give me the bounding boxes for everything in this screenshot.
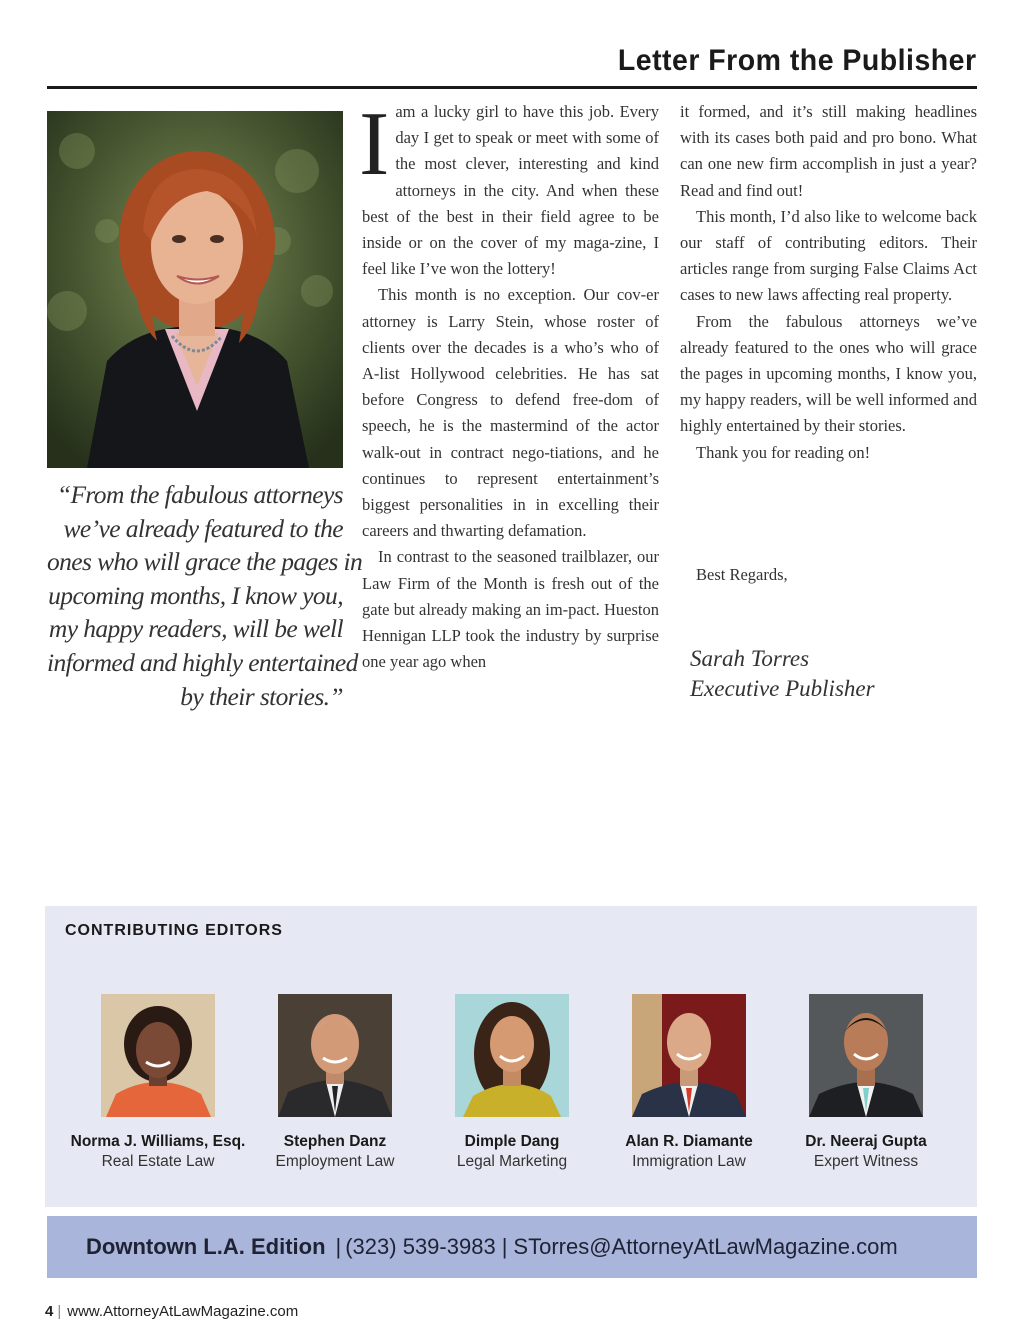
page-footer	[45, 1303, 298, 1320]
editor-card	[771, 994, 961, 1171]
pull-quote-line: ones who will grace the pages in	[47, 547, 363, 577]
editor-card	[417, 994, 607, 1171]
pull-quote-line: upcoming months, I know you,	[48, 580, 343, 610]
editor-photo	[101, 994, 215, 1117]
pull-quote-line: by their stories.”	[180, 681, 343, 711]
closing-regards: Best Regards,	[696, 565, 788, 584]
letter-paragraph: it formed, and it’s still making headlines with its cases both paid and pro bono. What can one new firm accomplish in just a year? Read and find out!	[680, 102, 977, 200]
letter-paragraph: In contrast to the seasoned trailblazer, our Law Firm of the Month is fresh out of the gate but already making an im-pact. Hueston Hennigan LLP took the industry by surprise one year ago when	[362, 547, 659, 672]
contributing-editors-panel	[45, 906, 977, 1207]
editor-name: Dr. Neeraj Gupta	[805, 1133, 927, 1150]
letter-column-2	[680, 99, 977, 466]
signature-name: Sarah Torres	[690, 646, 810, 671]
separator: |	[501, 1234, 508, 1259]
pull-quote	[47, 478, 363, 713]
letter-column-1	[359, 93, 659, 675]
editor-photo	[278, 994, 392, 1117]
header-rule	[47, 86, 977, 89]
editor-role: Employment Law	[275, 1153, 395, 1170]
editor-name: Alan R. Diamante	[625, 1133, 753, 1150]
edition-contact-bar	[47, 1216, 977, 1278]
editor-name: Stephen Danz	[283, 1133, 387, 1150]
pull-quote-line: my happy readers, will be well	[48, 614, 343, 644]
letter-paragraph: Thank you for reading on!	[696, 442, 871, 462]
editors-heading: CONTRIBUTING EDITORS	[65, 922, 283, 939]
letter-paragraph: This month is no exception. Our cov-er attorney is Larry Stein, whose roster of clients over the decades is a who’s who of A-list Hollywood celebrities. He has sat before Congress to defend free-dom of speech, he is the mastermind of the actor walk-out in contract nego-tiations, and he continues to represent entertainment’s biggest personalities in in excelling their careers and thwarting defamation.	[362, 285, 659, 541]
signature-title: Executive Publisher	[690, 676, 875, 701]
contact-email[interactable]: STorres@AttorneyAtLawMagazine.com	[513, 1234, 898, 1259]
separator: |	[57, 1303, 62, 1320]
editor-photo	[809, 994, 923, 1117]
signature-block	[690, 644, 875, 704]
page-number: 4	[45, 1303, 54, 1320]
editor-card	[594, 994, 784, 1171]
editor-name: Dimple Dang	[464, 1133, 560, 1150]
edition-name: Downtown L.A. Edition	[86, 1234, 326, 1259]
page-title: Letter From the Publisher	[618, 44, 977, 77]
editor-photo	[455, 994, 569, 1117]
editor-role: Immigration Law	[632, 1153, 746, 1170]
contact-phone[interactable]: (323) 539-3983	[345, 1234, 496, 1259]
separator: |	[335, 1234, 342, 1259]
paragraph-text: am a lucky girl to have this job. Every day I get to speak or meet with some of the most clever, interesting and kind attorneys in the city. And when these best of the best in their field agree to be inside or on the cover of my maga-zine, I feel like I’ve won the lottery!	[362, 102, 659, 279]
drop-cap: I	[359, 93, 390, 194]
editor-name: Norma J. Williams, Esq.	[70, 1133, 246, 1150]
editor-role: Real Estate Law	[101, 1153, 215, 1170]
editor-card	[63, 994, 253, 1171]
editor-role: Expert Witness	[813, 1153, 919, 1170]
editor-card	[240, 994, 430, 1171]
letter-paragraph: This month, I’d also like to welcome back our staff of contributing editors. Their articles range from surging False Claims Act cases to new laws affecting real property.	[680, 206, 977, 305]
pull-quote-line: we’ve already featured to the	[63, 513, 343, 543]
editor-photo	[632, 994, 746, 1117]
editor-role: Legal Marketing	[456, 1153, 568, 1170]
letter-paragraph	[359, 93, 659, 282]
publisher-photo	[47, 111, 343, 468]
footer-website-link[interactable]: www.AttorneyAtLawMagazine.com	[67, 1303, 299, 1320]
pull-quote-line: informed and highly entertained	[47, 647, 358, 677]
pull-quote-line: “From the fabulous attorneys	[56, 480, 343, 509]
letter-paragraph: From the fabulous attorneys we’ve already featured to the ones who will grace the pages in upcoming months, I know you, my happy readers, will be well informed and highly entertained by their stories.	[680, 311, 977, 436]
